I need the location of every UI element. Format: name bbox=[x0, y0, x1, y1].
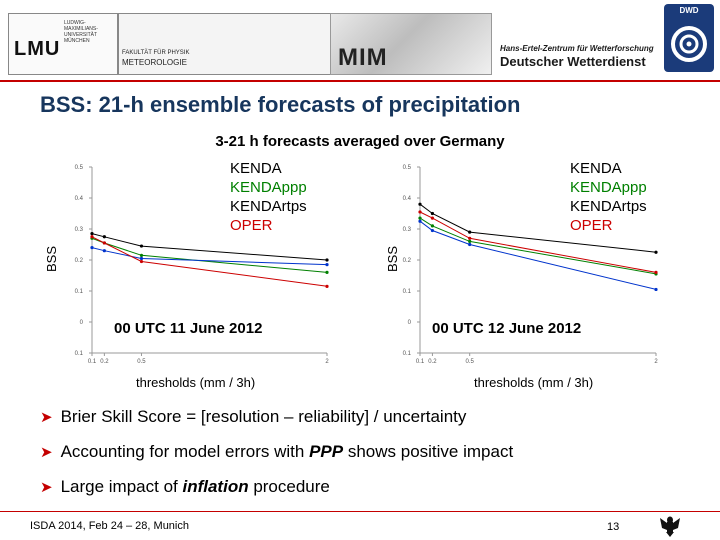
chart2-series-kendappp-point bbox=[418, 217, 421, 220]
chart2-series-kenda-point bbox=[654, 251, 657, 254]
header-divider bbox=[0, 80, 720, 82]
chart2-series-kenda-point bbox=[468, 231, 471, 234]
chart1-y-tick-label: 0.3 bbox=[74, 227, 83, 233]
lmu-logo: LMU bbox=[14, 38, 61, 60]
chart1-y-tick-label: 0.1 bbox=[74, 289, 83, 295]
chart1-series-oper-point bbox=[325, 285, 328, 288]
bullet-item-inflation bbox=[40, 477, 330, 497]
chart1-x-tick-label: 0.5 bbox=[137, 359, 146, 365]
chart1-x-tick-label: 0.2 bbox=[100, 359, 109, 365]
chart1-legend bbox=[230, 159, 336, 235]
dwd-line1: Hans-Ertel-Zentrum für Wetterforschung bbox=[500, 44, 654, 53]
chart1-x-tick-label: 0.1 bbox=[87, 359, 97, 365]
bullet-item-ppp bbox=[40, 442, 513, 462]
chart2-xlabel: thresholds (mm / 3h) bbox=[474, 375, 594, 390]
bullet-text-inflation-em: inflation bbox=[182, 477, 249, 496]
chart1-series-oper-point bbox=[90, 235, 93, 238]
bullet-text-ppp-pre: Accounting for model errors with bbox=[60, 442, 310, 461]
chart2-y-tick-label: 0.1 bbox=[402, 351, 411, 357]
bullet-item-bss bbox=[40, 407, 466, 427]
mim-logo: MIM bbox=[338, 44, 388, 71]
slide-title: BSS: 21-h ensemble forecasts of precipitation bbox=[40, 92, 521, 117]
chart1-series-kendartps-point bbox=[140, 257, 143, 260]
chart2-y-tick-label: 0.1 bbox=[402, 289, 411, 295]
chart2-ylabel: BSS bbox=[385, 245, 400, 272]
chart2-date-label: 00 UTC 12 June 2012 bbox=[428, 320, 585, 337]
chart2-legend-kenda: KENDA bbox=[570, 160, 622, 177]
chart2-y-tick-label: 0.3 bbox=[402, 227, 411, 233]
chart2-x-tick-label: 2 bbox=[654, 359, 658, 365]
chart1-y-tick-label: 0 bbox=[79, 320, 83, 326]
chart1-y-tick-label: 0.4 bbox=[74, 196, 83, 202]
chart1-ylabel: BSS bbox=[44, 245, 59, 272]
chart1-x-tick-label: 2 bbox=[325, 359, 329, 365]
arrow-right-icon: ➤ bbox=[40, 409, 53, 426]
footer-divider bbox=[0, 511, 720, 512]
chart1-series-kendartps-point bbox=[103, 249, 106, 252]
chart1-y-tick-label: 0.5 bbox=[74, 165, 83, 171]
chart1-date-label: 00 UTC 11 June 2012 bbox=[110, 320, 266, 337]
chart1-series-kendartps-point bbox=[325, 263, 328, 266]
dwd-logo-label: DWD bbox=[679, 6, 699, 15]
chart1-series-kenda-point bbox=[90, 232, 93, 235]
chart2-y-tick-label: 0.5 bbox=[402, 165, 411, 171]
dwd-line2: Deutscher Wetterdienst bbox=[500, 54, 646, 69]
chart2-y-tick-label: 0 bbox=[407, 320, 411, 326]
arrow-right-icon: ➤ bbox=[40, 479, 53, 496]
chart1-legend-kendartps: KENDArtps bbox=[230, 198, 307, 215]
chart1-series-kendappp-point bbox=[140, 254, 143, 257]
bullet-text-inflation-post: procedure bbox=[248, 477, 330, 496]
dwd-text bbox=[500, 44, 660, 69]
chart2-series-kendartps-point bbox=[468, 243, 471, 246]
chart1-legend-oper: OPER bbox=[230, 217, 273, 234]
chart1-legend-kenda: KENDA bbox=[230, 160, 282, 177]
faculty-line1: FAKULTÄT FÜR PHYSIK bbox=[122, 50, 190, 56]
dwd-logo-icon bbox=[664, 4, 714, 72]
footer-conference: ISDA 2014, Feb 24 – 28, Munich bbox=[30, 520, 189, 532]
bullet-text-ppp-em: PPP bbox=[309, 442, 344, 461]
chart2-series-oper-point bbox=[418, 210, 421, 213]
chart2-series-kendappp-point bbox=[431, 224, 434, 227]
chart1-series-kenda-point bbox=[325, 258, 328, 261]
chart2-x-tick-label: 0.5 bbox=[465, 359, 474, 365]
chart1-series-oper-point bbox=[140, 260, 143, 263]
chart1-y-tick-label: 0.2 bbox=[74, 258, 83, 264]
faculty-text bbox=[122, 48, 189, 68]
bullet-text-ppp-post: shows positive impact bbox=[343, 442, 514, 461]
chart2-series-kendartps-point bbox=[654, 288, 657, 291]
chart2-legend-kendartps: KENDArtps bbox=[570, 198, 647, 215]
chart2-series-oper-point bbox=[468, 237, 471, 240]
chart2-x-tick-label: 0.1 bbox=[415, 359, 425, 365]
slide-subtitle: 3-21 h forecasts averaged over Germany bbox=[215, 133, 505, 150]
chart2-legend bbox=[570, 159, 676, 235]
chart2-legend-oper: OPER bbox=[570, 217, 613, 234]
chart1-series-kendartps-point bbox=[90, 246, 93, 249]
chart2-series-kenda-point bbox=[431, 212, 434, 215]
chart1-y-tick-label: 0.1 bbox=[74, 351, 83, 357]
chart2-series-kenda-point bbox=[418, 203, 421, 206]
chart2-legend-kendappp: KENDAppp bbox=[570, 179, 647, 196]
chart2-y-tick-label: 0.4 bbox=[402, 196, 411, 202]
arrow-right-icon: ➤ bbox=[40, 444, 53, 461]
chart2-series-kendappp-point bbox=[468, 240, 471, 243]
federal-eagle-icon bbox=[658, 512, 682, 538]
bullet-text-bss: Brier Skill Score = [resolution – reliability] / uncertainty bbox=[60, 407, 467, 426]
chart1-series-kenda-line bbox=[92, 234, 327, 260]
chart1-xlabel: thresholds (mm / 3h) bbox=[136, 375, 256, 390]
chart2-series-oper-point bbox=[654, 271, 657, 274]
chart2-y-tick-label: 0.2 bbox=[402, 258, 411, 264]
bullet-text-inflation-pre: Large impact of bbox=[60, 477, 183, 496]
chart2-x-tick-label: 0.2 bbox=[428, 359, 437, 365]
page-number: 13 bbox=[607, 521, 620, 533]
dwd-swirl-icon bbox=[664, 4, 714, 72]
chart1-series-kendappp-point bbox=[325, 271, 328, 274]
chart1-series-oper-point bbox=[103, 241, 106, 244]
chart1-series-kenda-point bbox=[140, 244, 143, 247]
chart2-series-kendartps-point bbox=[431, 229, 434, 232]
chart1-series-kenda-point bbox=[103, 235, 106, 238]
header-banner bbox=[0, 0, 720, 80]
lmu-university-name: LUDWIG- MAXIMILIANS- UNIVERSITÄT MÜNCHEN bbox=[64, 20, 98, 44]
chart2-series-oper-point bbox=[431, 217, 434, 220]
faculty-line2: METEOROLOGIE bbox=[122, 58, 187, 67]
chart2-series-kendartps-point bbox=[418, 220, 421, 223]
chart1-legend-kendappp: KENDAppp bbox=[230, 179, 307, 196]
